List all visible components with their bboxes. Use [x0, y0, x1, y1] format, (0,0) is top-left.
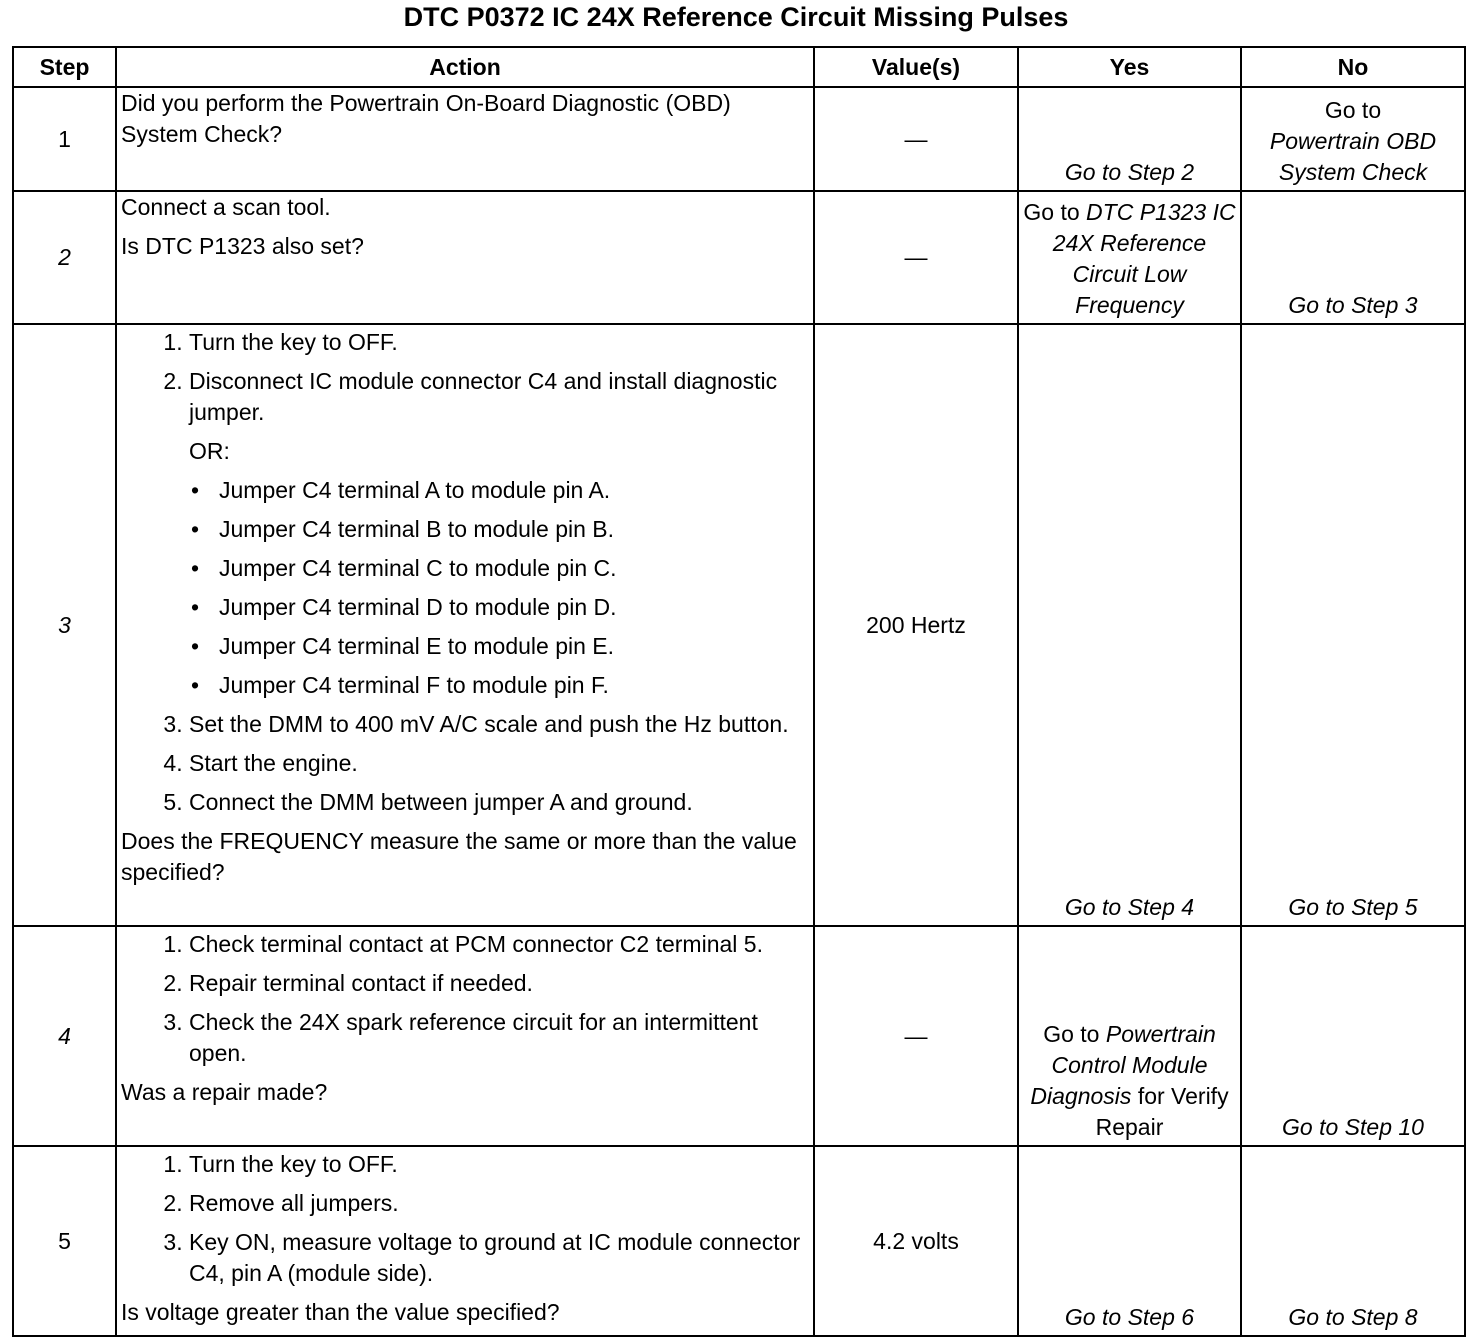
yes-cell: Go to Step 4 [1018, 324, 1241, 926]
yes-prefix: Go to [1043, 1021, 1100, 1047]
yes-link[interactable]: Powertrain Control Module Diagnosis [1030, 1021, 1216, 1109]
value-cell: — [814, 87, 1018, 191]
action-question: Is voltage greater than the value specified? [121, 1299, 560, 1325]
or-label: OR: [189, 438, 230, 464]
action-question: Was a repair made? [121, 1079, 328, 1105]
value-cell: 4.2 volts [814, 1146, 1018, 1336]
jumper-item: • Jumper C4 terminal B to module pin B. [219, 514, 809, 545]
procedure-item: 5. Connect the DMM between jumper A and ground. [189, 787, 809, 818]
action-question: Is DTC P1323 also set? [121, 233, 364, 259]
procedure-list [121, 929, 809, 1069]
procedure-item: 3. Key ON, measure voltage to ground at IC module connector C4, pin A (module side). [189, 1227, 809, 1289]
action-line: Connect a scan tool. [121, 194, 331, 220]
procedure-item: 1. Turn the key to OFF. [189, 1149, 809, 1180]
yes-cell [1018, 191, 1241, 324]
procedure-item: 2. Repair terminal contact if needed. [189, 968, 809, 999]
procedure-item: 1. Check terminal contact at PCM connector C2 terminal 5. [189, 929, 809, 960]
yes-suffix: for Verify Repair [1095, 1083, 1229, 1140]
header-action: Action [116, 47, 814, 87]
procedure-item: 4. Start the engine. [189, 748, 809, 779]
yes-prefix: Go to [1023, 199, 1080, 225]
step-number: 3 [13, 324, 116, 926]
jumper-item: • Jumper C4 terminal E to module pin E. [219, 631, 809, 662]
jumper-item: • Jumper C4 terminal D to module pin D. [219, 592, 809, 623]
jumper-item: • Jumper C4 terminal F to module pin F. [219, 670, 809, 701]
procedure-item: 3. Check the 24X spark reference circuit for an intermittent open. [189, 1007, 809, 1069]
no-prefix: Go to [1324, 97, 1382, 123]
header-values: Value(s) [814, 47, 1018, 87]
no-link[interactable]: Powertrain OBD System Check [1269, 128, 1437, 185]
table-row [13, 1146, 1465, 1336]
header-yes: Yes [1018, 47, 1241, 87]
action-cell [116, 1146, 814, 1336]
action-question: Does the FREQUENCY measure the same or more than the value specified? [121, 828, 797, 885]
header-step: Step [13, 47, 116, 87]
jumper-item: • Jumper C4 terminal C to module pin C. [219, 553, 809, 584]
action-text: Did you perform the Powertrain On-Board Diagnostic (OBD) System Check? [121, 90, 731, 147]
procedure-item: 2. Remove all jumpers. [189, 1188, 809, 1219]
no-cell [1241, 87, 1465, 191]
step-number: 4 [13, 926, 116, 1146]
no-cell: Go to Step 3 [1241, 191, 1465, 324]
diagnostic-table [12, 46, 1466, 1337]
procedure-list [121, 1149, 809, 1289]
table-row [13, 324, 1465, 926]
jumper-list [189, 475, 809, 701]
yes-cell [1018, 926, 1241, 1146]
procedure-item [189, 366, 809, 701]
no-cell: Go to Step 5 [1241, 324, 1465, 926]
procedure-list [121, 327, 809, 818]
value-cell: 200 Hertz [814, 324, 1018, 926]
no-cell: Go to Step 8 [1241, 1146, 1465, 1336]
action-cell [116, 191, 814, 324]
procedure-item: 3. Set the DMM to 400 mV A/C scale and push the Hz button. [189, 709, 809, 740]
value-cell: — [814, 926, 1018, 1146]
step-number: 2 [13, 191, 116, 324]
action-cell [116, 87, 814, 191]
header-no: No [1241, 47, 1465, 87]
yes-link[interactable]: DTC P1323 IC 24X Reference Circuit Low Frequency [1052, 199, 1236, 318]
procedure-item: 1. Turn the key to OFF. [189, 327, 809, 358]
table-row [13, 926, 1465, 1146]
yes-cell: Go to Step 6 [1018, 1146, 1241, 1336]
page-title: DTC P0372 IC 24X Reference Circuit Missing Pulses [403, 2, 1069, 32]
yes-cell: Go to Step 2 [1018, 87, 1241, 191]
no-cell: Go to Step 10 [1241, 926, 1465, 1146]
procedure-item-text: Disconnect IC module connector C4 and install diagnostic jumper. [189, 368, 778, 425]
step-number: 5 [13, 1146, 116, 1336]
table-row [13, 87, 1465, 191]
action-cell [116, 324, 814, 926]
action-cell [116, 926, 814, 1146]
header-row [13, 47, 1465, 87]
table-row [13, 191, 1465, 324]
jumper-item: • Jumper C4 terminal A to module pin A. [219, 475, 809, 506]
step-number: 1 [13, 87, 116, 191]
value-cell: — [814, 191, 1018, 324]
